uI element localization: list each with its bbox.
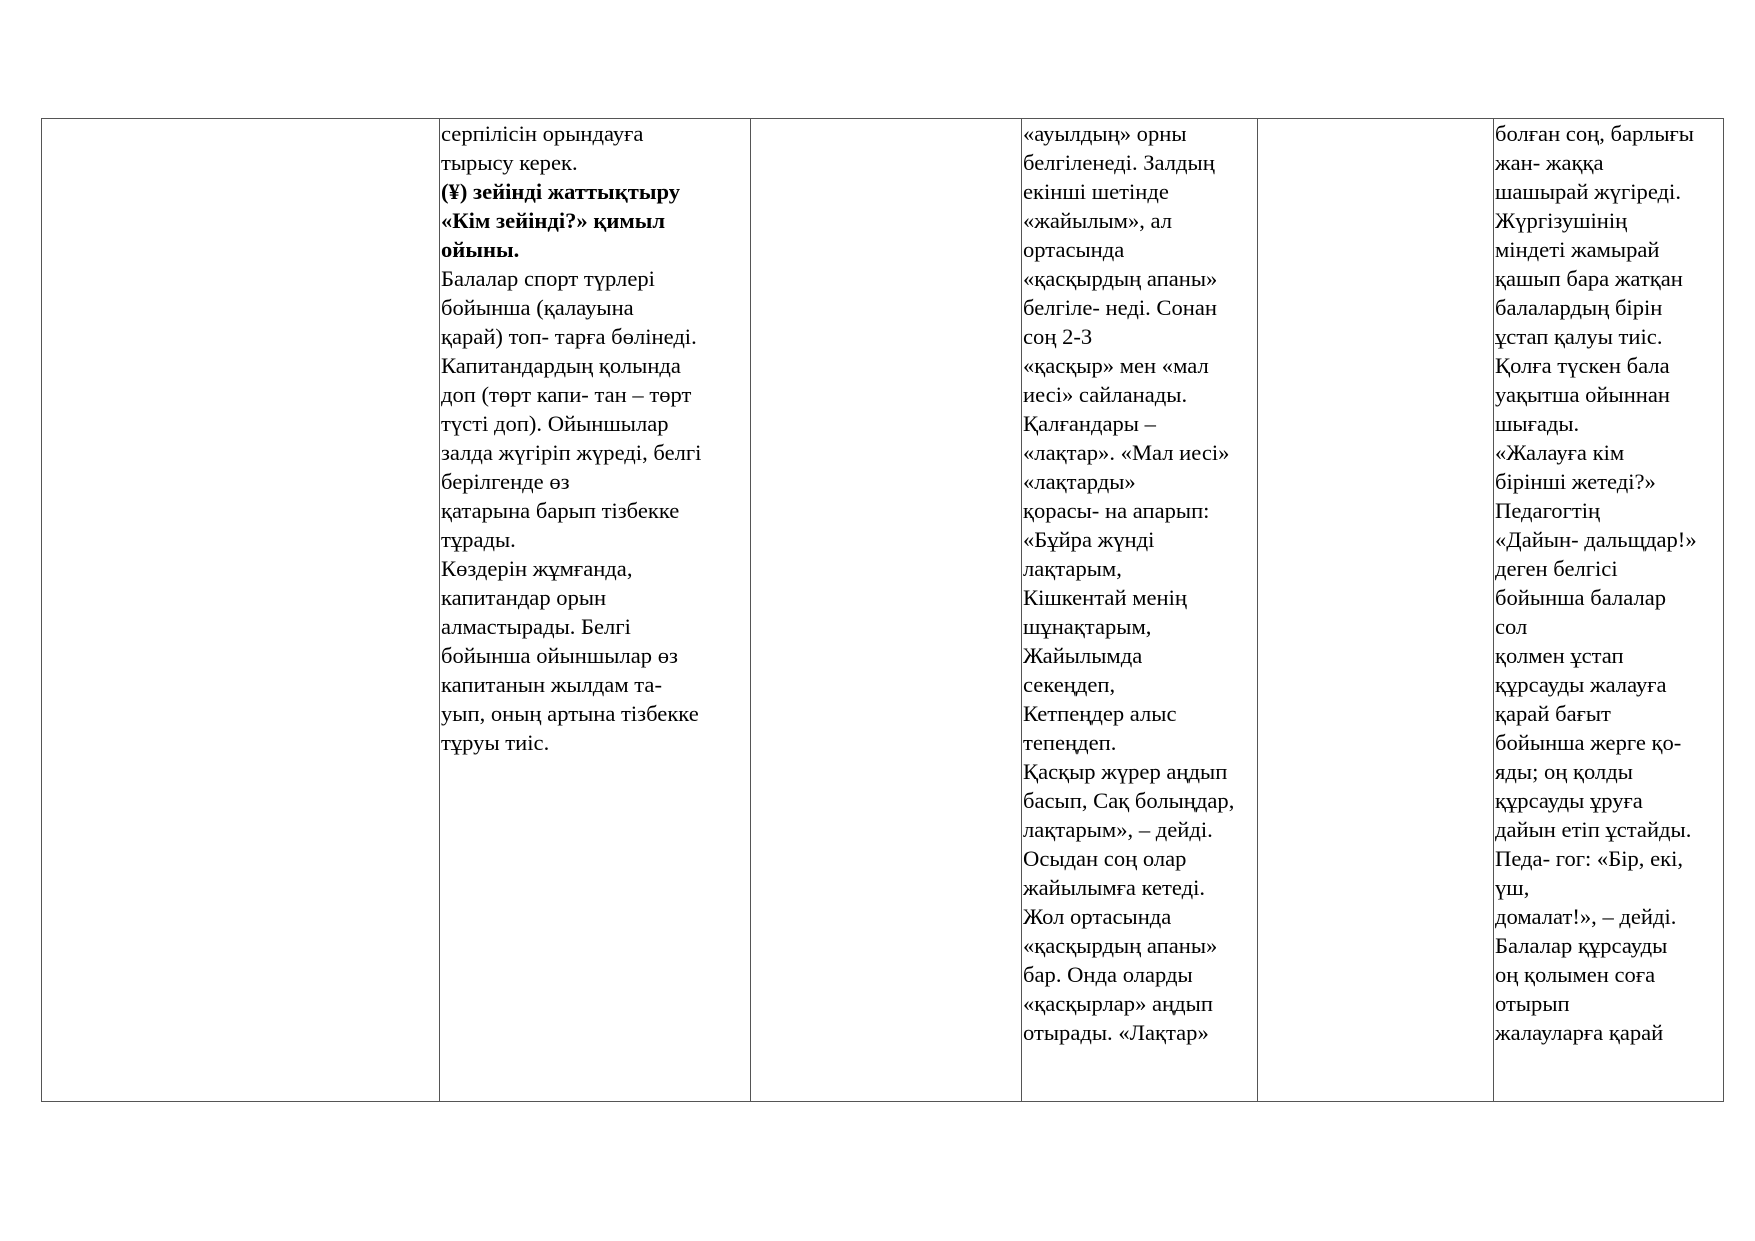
text-line: түсті доп). Ойыншылар — [441, 411, 669, 436]
text-line: басып, Сақ болыңдар, — [1023, 788, 1235, 813]
text-line: «Дайын- дальщдар!» — [1495, 527, 1697, 552]
text-line: бойынша балалар — [1495, 585, 1667, 610]
text-line: «қасқырдың апаны» — [1023, 266, 1218, 291]
text-line: берілгенде өз — [441, 469, 570, 494]
text-line: тырысу керек. — [441, 150, 578, 175]
text-line: бойынша (қалауына — [441, 295, 634, 320]
text-line: уып, оның артына тізбекке — [441, 701, 699, 726]
text-line: лақтарым», – дейді. — [1023, 817, 1213, 842]
text-line: «ауылдың» орны — [1023, 121, 1187, 146]
text-line: Қолға түскен бала — [1495, 353, 1670, 378]
text-line: бар. Онда оларды — [1023, 962, 1193, 987]
text-line: отырып — [1495, 991, 1570, 1016]
text-line: Капитандардың қолында — [441, 353, 681, 378]
text-line: бойынша жерге қо- — [1495, 730, 1682, 755]
text-line: сол — [1495, 614, 1528, 639]
text-line: капитандар орын — [441, 585, 607, 610]
text-line: Кішкентай менің — [1023, 585, 1187, 610]
text-line: Қалғандары – — [1023, 411, 1156, 436]
text-line: «лақтарды» — [1023, 469, 1136, 494]
text-line: Педагогтің — [1495, 498, 1601, 523]
text-line: (¥) зейінді жаттықтыру — [441, 179, 681, 204]
text-line: қарай) топ- тарға бөлінеді. — [441, 324, 697, 349]
table-cell-6 — [1494, 119, 1724, 1102]
text-line: тепеңдеп. — [1023, 730, 1117, 755]
text-line: ұстап қалуы тиіс. — [1495, 324, 1663, 349]
text-line: тұруы тиіс. — [441, 730, 550, 755]
text-line: қорасы- на апарып: — [1023, 498, 1210, 523]
text-line: секеңдеп, — [1023, 672, 1116, 697]
text-line: белгіле- неді. Сонан — [1023, 295, 1217, 320]
text-line: соң 2-3 — [1023, 324, 1093, 349]
text-line: шұнақтарым, — [1023, 614, 1152, 639]
text-line: міндеті жамырай — [1495, 237, 1660, 262]
text-line: балалардың бірін — [1495, 295, 1663, 320]
text-line: Жүргізушінің — [1495, 208, 1628, 233]
table-cell-2 — [440, 119, 751, 1102]
text-line: «қасқыр» мен «мал — [1023, 353, 1209, 378]
text-line: «жайылым», ал — [1023, 208, 1173, 233]
text-line: жайылымға кетеді. — [1023, 875, 1206, 900]
text-line: Көздерін жұмғанда, — [441, 556, 633, 581]
text-line: Балалар құрсауды — [1495, 933, 1668, 958]
text-line: тұрады. — [441, 527, 516, 552]
text-line: уақытша ойыннан — [1495, 382, 1671, 407]
text-line: Осыдан соң олар — [1023, 846, 1187, 871]
text-line: екінші шетінде — [1023, 179, 1169, 204]
text-line: деген белгісі — [1495, 556, 1618, 581]
text-line: бірінші жетеді?» — [1495, 469, 1656, 494]
text-line: ортасында — [1023, 237, 1125, 262]
text-line: «Бұйра жүнді — [1023, 527, 1155, 552]
text-line: «қасқырдың апаны» — [1023, 933, 1218, 958]
text-line: залда жүгіріп жүреді, белгі — [441, 440, 702, 465]
text-line: оң қолымен соға — [1495, 962, 1656, 987]
text-line: белгіленеді. Залдың — [1023, 150, 1215, 175]
text-line: қашып бара жатқан — [1495, 266, 1683, 291]
text-line: ойыны. — [441, 237, 520, 262]
text-line: болған соң, барлығы — [1495, 121, 1694, 146]
text-line: Жол ортасында — [1023, 904, 1172, 929]
text-line: Жайылымда — [1023, 643, 1143, 668]
text-line: Кетпеңдер алыс — [1023, 701, 1177, 726]
table-cell-4 — [1022, 119, 1258, 1102]
table-cell-3 — [751, 119, 1022, 1102]
text-line: қатарына барып тізбекке — [441, 498, 680, 523]
table-cell-1 — [42, 119, 440, 1102]
text-line: шығады. — [1495, 411, 1580, 436]
text-line: яды; оң қолды — [1495, 759, 1633, 784]
text-line: «Кім зейінді?» қимыл — [441, 208, 666, 233]
text-line: «Жалауға кім — [1495, 440, 1625, 465]
text-line: иесі» сайланады. — [1023, 382, 1188, 407]
text-line: домалат!», – дейді. — [1495, 904, 1677, 929]
text-line: Қасқыр жүрер аңдып — [1023, 759, 1228, 784]
text-line: қолмен ұстап — [1495, 643, 1624, 668]
text-line: жан- жаққа — [1495, 150, 1604, 175]
text-line: «қасқырлар» аңдып — [1023, 991, 1213, 1016]
text-line: капитанын жылдам та- — [441, 672, 662, 697]
text-line: отырады. «Лақтар» — [1023, 1020, 1209, 1045]
table-cell-5 — [1258, 119, 1494, 1102]
text-line: Педа- гог: «Бір, екі, — [1495, 846, 1684, 871]
text-line: жалауларға қарай — [1495, 1020, 1664, 1045]
text-line: Балалар спорт түрлері — [441, 266, 655, 291]
text-line: қарай бағыт — [1495, 701, 1611, 726]
document-table — [41, 118, 1724, 1102]
text-line: «лақтар». «Мал иесі» — [1023, 440, 1230, 465]
table-row — [42, 119, 1724, 1102]
text-line: шашырай жүгіреді. — [1495, 179, 1681, 204]
text-line: лақтарым, — [1023, 556, 1122, 581]
text-line: бойынша ойыншылар өз — [441, 643, 678, 668]
text-line: дайын етіп ұстайды. — [1495, 817, 1692, 842]
text-line: алмастырады. Белгі — [441, 614, 631, 639]
text-line: құрсауды ұруға — [1495, 788, 1643, 813]
text-line: доп (төрт капи- тан – төрт — [441, 382, 692, 407]
text-line: серпілісін орындауға — [441, 121, 644, 146]
text-line: үш, — [1495, 875, 1530, 900]
text-line: құрсауды жалауға — [1495, 672, 1667, 697]
